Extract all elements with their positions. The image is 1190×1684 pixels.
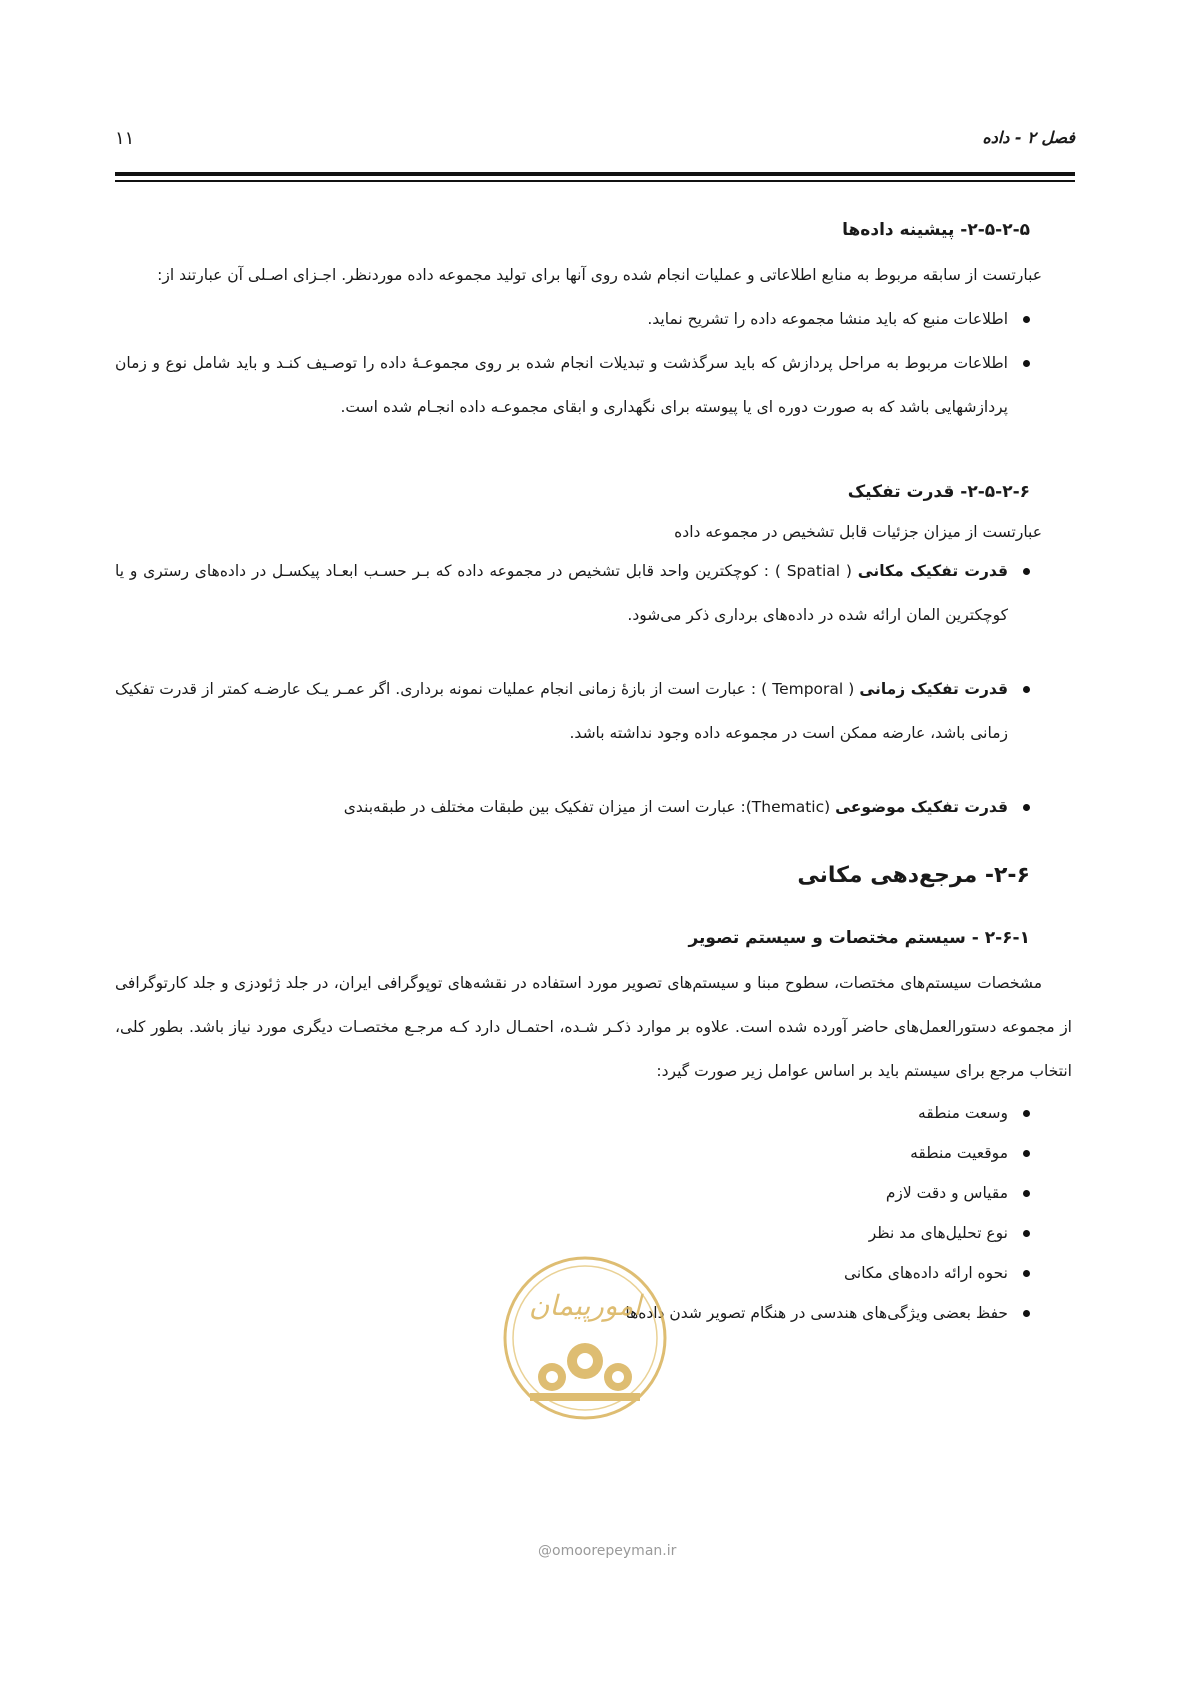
list-item: موقعیت منطقه [115, 1133, 1030, 1173]
watermark-logo-icon [500, 1253, 670, 1423]
lineage-bullet-list [115, 297, 1072, 429]
page-number: ۱۱ [115, 128, 135, 149]
list-item: نوع تحلیل‌های مد نظر [115, 1213, 1030, 1253]
bullet-icon [1023, 1230, 1030, 1237]
list-item: حفظ بعضی ویژگی‌های هندسی در هنگام تصویر شدن داده‌ها [115, 1293, 1030, 1333]
term-thematic: قدرت تفکیک موضوعی [835, 798, 1008, 816]
resolution-bullet-list [115, 549, 1072, 637]
lineage-intro: عبارتست از سابقه مربوط به منابع اطلاعاتی و عملیات انجام شده روی آنها برای تولید مجموعه داده مورد‌نظر. اجـزای اصـلی آن عبارتند از: [157, 266, 1042, 284]
bullet-icon [1023, 1310, 1030, 1317]
header-rule-thick [115, 172, 1075, 176]
list-item: اطلاعات مربوط به مراحل پردازش که باید سرگذشت و تبدیلات انجام شده بر روی مجموعـۀ داده را توصـیف کنـد و باید شامل نوع و زمان پردازشهایی باشد که به صورت دوره ای یا پیوسته برای نگهداری و ابقای مجموعـه داده انجـام شده است. [115, 341, 1030, 429]
bullet-icon [1023, 316, 1030, 323]
list-item: مقیاس و دقت لازم [115, 1173, 1030, 1213]
chapter-title: فصل ۲ - داده [982, 128, 1075, 147]
list-item: وسعت منطقه [115, 1093, 1030, 1133]
svg-text:امورپیمان: امورپیمان [528, 1289, 642, 1322]
watermark-url: @omoorepeyman.ir [538, 1543, 677, 1559]
section-heading-coordinate-systems: ۲-۶-۱ - سیستم مختصات و سیستم تصویر [688, 928, 1030, 948]
page-header [115, 128, 1075, 158]
bullet-icon [1023, 1110, 1030, 1117]
bullet-icon [1023, 1190, 1030, 1197]
page-content [115, 215, 1072, 1333]
resolution-bullet-list [115, 785, 1072, 829]
coordinate-systems-paragraph: مشخصات سیستم‌های مختصات، سطوح مبنا و سیستم‌های تصویر مورد استفاده در نقشه‌های توپوگرافی ایران، در جلد ژئودزی و جلد کارتوگرافی از مجموعه دستورالعمل‌های حاضر آورده شده است. علاوه بر موارد ذکـر شـده، احتمـال دارد کـه مرجـع مختصـات دیگری مورد نیاز باشد. بطور کلی، انتخاب مرجع برای سیستم باید بر اساس عوامل زیر صورت گیرد: [115, 974, 1072, 1080]
section-heading-lineage: ۲-۵-۲-۵- پیشینه داده‌ها [842, 220, 1030, 240]
list-item: قدرت تفکیک موضوعی (Thematic): عبارت است از میزان تفکیک بین طبقات مختلف در طبقه‌بندی [115, 785, 1030, 829]
bullet-icon [1023, 568, 1030, 575]
bullet-icon [1023, 686, 1030, 693]
bullet-icon [1023, 360, 1030, 367]
list-item: قدرت تفکیک مکانی ( Spatial ) : کوچکترین واحد قابل تشخیص در مجموعه داده که بـر حسـب ابعـاد پیکسـل در داده‌های رستری و یا کوچکترین المان ارائه شده در داده‌های برداری ذکر می‌شود. [115, 549, 1030, 637]
bullet-icon [1023, 804, 1030, 811]
section-heading-georeferencing: ۲-۶- مرجع‌دهی مکانی [797, 863, 1030, 888]
term-temporal: قدرت تفکیک زمانی [859, 680, 1008, 698]
bullet-icon [1023, 1150, 1030, 1157]
list-item: اطلاعات منبع که باید منشا مجموعه داده را تشریح نماید. [115, 297, 1030, 341]
list-item: نحوه ارائه داده‌های مکانی [115, 1253, 1030, 1293]
list-item: قدرت تفکیک زمانی ( Temporal ) : عبارت است از بازۀ زمانی انجام عملیات نمونه برداری. اگر عمـر یـک عارضـه کمتر از قدرت تفکیک زمانی باشد، عارضه ممکن است در مجموعه داده وجود نداشته باشد. [115, 667, 1030, 755]
header-rule-thin [115, 180, 1075, 182]
resolution-bullet-list [115, 667, 1072, 755]
bullet-icon [1023, 1270, 1030, 1277]
section-heading-resolution: ۲-۵-۲-۶- قدرت تفکیک [847, 482, 1030, 502]
term-spatial: قدرت تفکیک مکانی [857, 562, 1009, 580]
resolution-intro: عبارتست از میزان جزئیات قابل تشخیص در مجموعه داده [674, 523, 1042, 541]
